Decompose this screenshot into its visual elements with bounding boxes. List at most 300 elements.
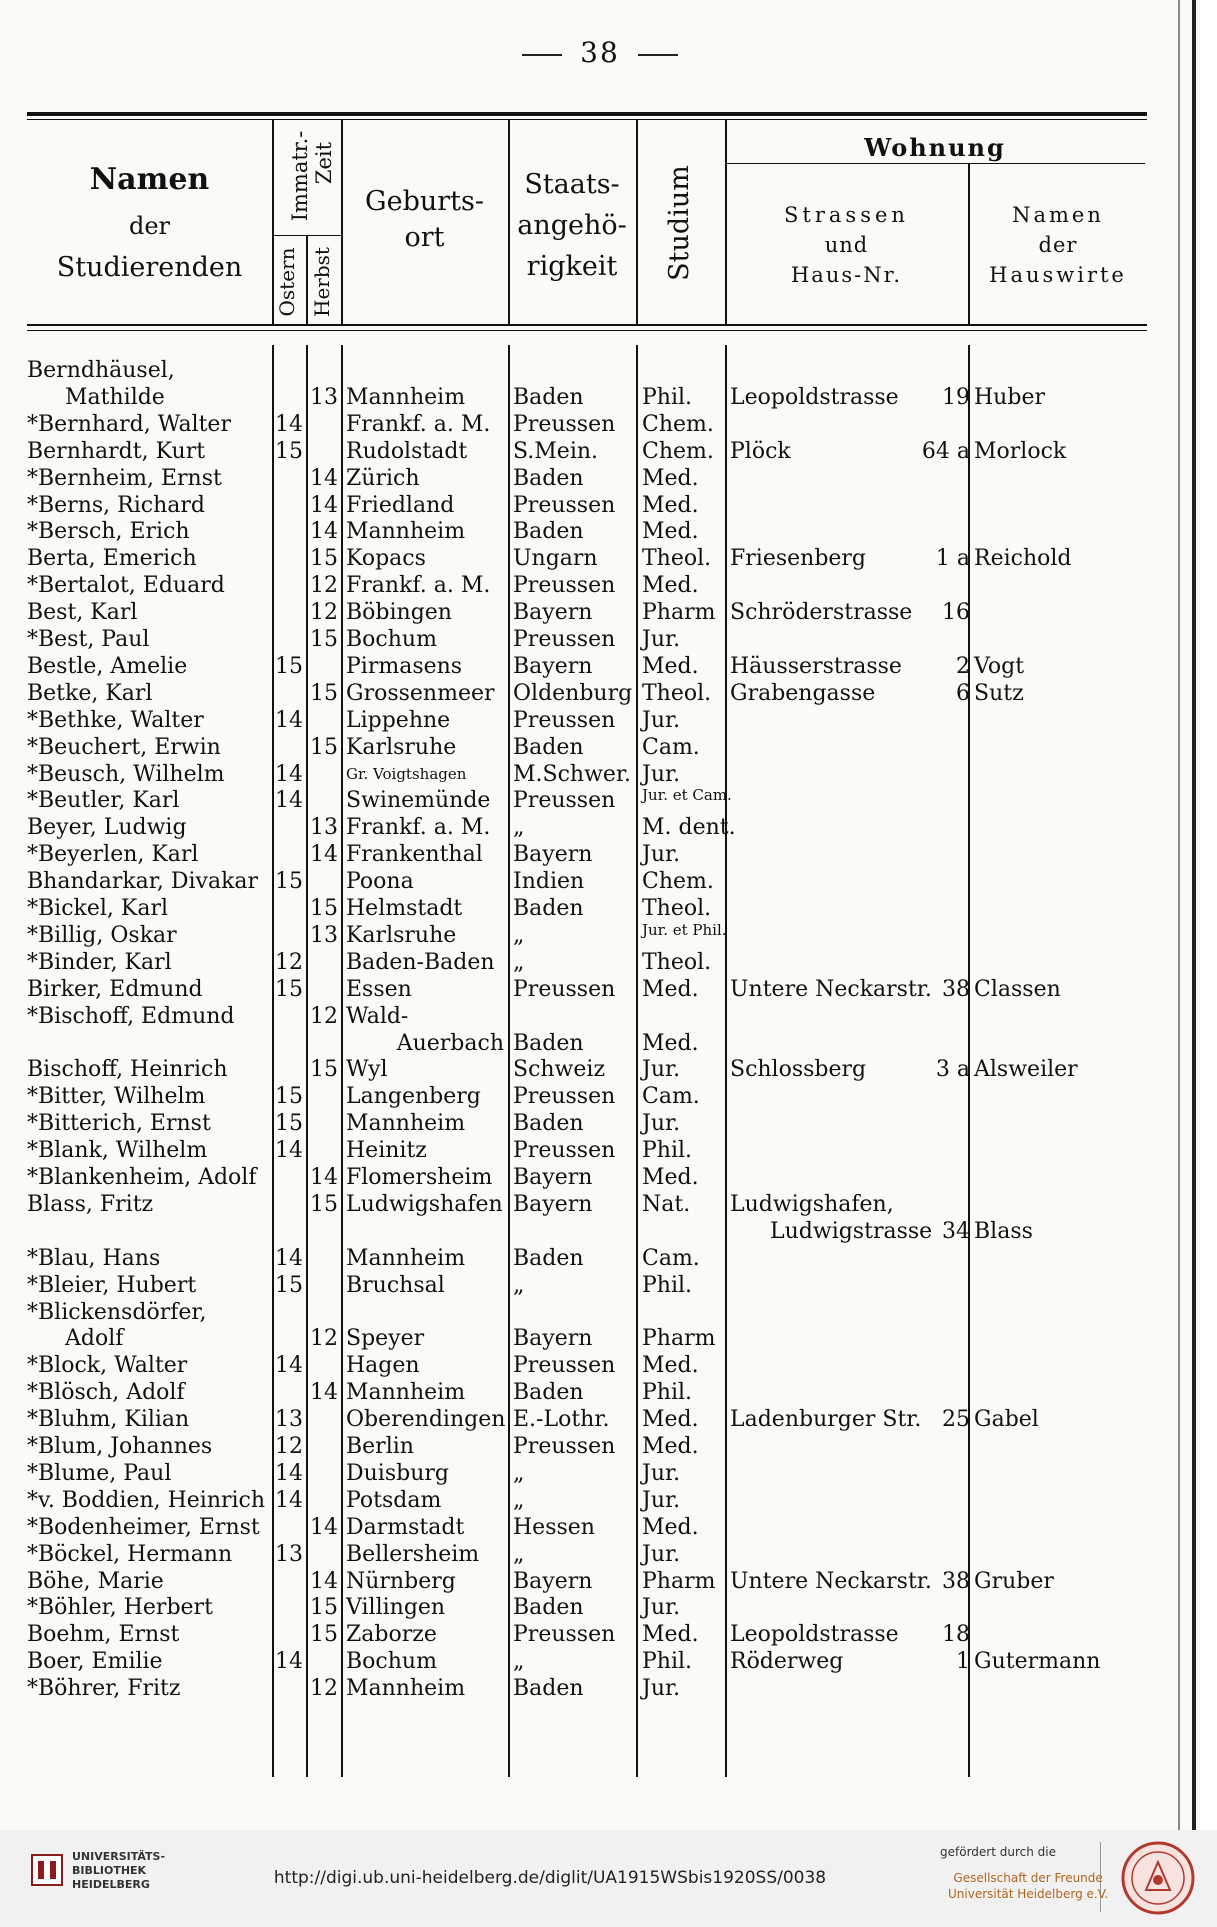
- cell-staat: Bayern: [513, 1326, 593, 1352]
- cell-stud: Phil.: [642, 1272, 693, 1298]
- cell-staat: Baden: [513, 734, 584, 760]
- cell-str: Leopoldstrasse: [730, 1622, 899, 1648]
- table-row: [0, 976, 1200, 1003]
- cell-hnr: 1 a: [935, 546, 970, 572]
- cell-staat: Baden: [513, 465, 584, 491]
- cell-stud: Theol.: [642, 680, 712, 706]
- cell-ost: 12: [275, 1434, 303, 1459]
- cell-staat: „: [513, 949, 525, 975]
- cell-name: Bestle, Amelie: [27, 653, 188, 679]
- cell-ost: 15: [275, 1084, 303, 1110]
- header-strassen-line3: Haus-Nr.: [790, 263, 902, 287]
- table-row: [0, 1648, 1200, 1675]
- cell-stud: M. dent.: [642, 815, 736, 841]
- cell-herb: 12: [310, 600, 338, 626]
- cell-name: *Block, Walter: [27, 1353, 188, 1379]
- cell-ort: Zaborze: [346, 1622, 437, 1648]
- cell-wirt: Vogt: [974, 653, 1025, 679]
- table-row: [0, 707, 1200, 734]
- cell-herb: 14: [310, 492, 338, 518]
- cell-ost: 14: [275, 1138, 303, 1164]
- header-der: der: [128, 212, 171, 240]
- header-zeit: Zeit: [312, 141, 336, 185]
- cell-herb: 13: [310, 384, 338, 410]
- cell-ort: Frankf. a. M.: [346, 573, 491, 599]
- cell-name: *Bernheim, Ernst: [27, 465, 222, 491]
- header-immatr: Immatr.-: [288, 130, 312, 222]
- table-row: [0, 1245, 1200, 1272]
- table-row: [0, 492, 1200, 519]
- sponsor-name[interactable]: [948, 1870, 1108, 1902]
- cell-name: *Bersch, Erich: [27, 519, 190, 545]
- cell-ort: Frankf. a. M.: [346, 411, 491, 437]
- cell-ort: Grossenmeer: [346, 680, 495, 706]
- cell-ort: Auerbach: [396, 1030, 504, 1056]
- cell-name: *Böhler, Herbert: [27, 1595, 213, 1621]
- cell-staat: Baden: [513, 384, 584, 410]
- cell-wirt: Gutermann: [974, 1649, 1101, 1675]
- cell-ort: Bruchsal: [346, 1272, 445, 1298]
- cell-ort: Karlsruhe: [346, 922, 457, 948]
- cell-herb: 12: [310, 1003, 338, 1029]
- cell-name: *Beyerlen, Karl: [27, 842, 199, 868]
- cell-str: Ludwigstrasse: [770, 1218, 933, 1244]
- header-wirte-line2: der: [1038, 233, 1078, 257]
- cell-ort: Flomersheim: [346, 1165, 493, 1190]
- cell-stud: Jur.: [642, 1111, 681, 1137]
- cell-hnr: 6: [956, 680, 970, 706]
- cell-stud: Med.: [642, 1434, 699, 1459]
- cell-name: *Bitter, Wilhelm: [27, 1084, 206, 1110]
- cell-ort: Oberendingen: [346, 1407, 506, 1433]
- cell-ost: 14: [275, 1649, 303, 1675]
- table-row: [0, 1514, 1200, 1541]
- cell-ost: 12: [275, 949, 303, 975]
- header-bottom-rule: [27, 324, 1147, 326]
- cell-stud: Med.: [642, 1407, 699, 1433]
- cell-stud: Med.: [642, 519, 699, 545]
- cell-name: Best, Karl: [27, 600, 138, 626]
- cell-name: *Bodenheimer, Ernst: [27, 1514, 260, 1540]
- cell-staat: Preussen: [513, 1138, 616, 1164]
- cell-ort: Mannheim: [346, 384, 466, 410]
- cell-name: Boer, Emilie: [27, 1649, 163, 1675]
- cell-staat: M.Schwer.: [513, 761, 632, 787]
- cell-name: Berta, Emerich: [27, 546, 197, 572]
- cell-ort: Potsdam: [346, 1487, 442, 1513]
- cell-str: Röderweg: [730, 1649, 844, 1675]
- table-row: [0, 1325, 1200, 1352]
- table-row: [0, 734, 1200, 761]
- cell-staat: Baden: [513, 896, 584, 921]
- table-row: [0, 518, 1200, 545]
- cell-herb: 15: [310, 1622, 338, 1648]
- cell-ort: Bochum: [346, 627, 437, 652]
- cell-ort: Karlsruhe: [346, 734, 457, 760]
- cell-name: Bhandarkar, Divakar: [27, 869, 259, 895]
- table-row: [0, 438, 1200, 465]
- cell-name: *Bernhard, Walter: [27, 411, 231, 437]
- table-row: [0, 1137, 1200, 1164]
- cell-stud: Chem.: [642, 411, 714, 437]
- cell-stud: Med.: [642, 653, 699, 679]
- table-row: [0, 1083, 1200, 1110]
- cell-staat: Bayern: [513, 600, 593, 626]
- cell-hnr: 2: [956, 653, 970, 679]
- cell-stud: Med.: [642, 1353, 699, 1379]
- cell-ost: 13: [275, 1407, 303, 1433]
- cell-herb: 15: [310, 1595, 338, 1621]
- header-wohnung: Wohnung: [864, 133, 1006, 162]
- cell-ost: 15: [275, 653, 303, 679]
- cell-ort: Darmstadt: [346, 1514, 465, 1540]
- table-row: [0, 545, 1200, 572]
- table-row: [0, 1030, 1200, 1057]
- cell-herb: 15: [310, 680, 338, 706]
- cell-stud: Pharm: [642, 1568, 716, 1594]
- cell-staat: Preussen: [513, 788, 616, 814]
- cell-staat: Baden: [513, 1245, 584, 1271]
- header-geburtsort: [341, 184, 508, 256]
- cell-staat: Baden: [513, 519, 584, 545]
- cell-ort: Mannheim: [346, 519, 466, 545]
- table-row: [0, 1379, 1200, 1406]
- table-row: [0, 411, 1200, 438]
- header-wirte-line3: Hauswirte: [989, 263, 1127, 287]
- cell-ost: 15: [275, 438, 303, 464]
- table-row: [0, 841, 1200, 868]
- cell-name: Berndhäusel,: [27, 358, 175, 383]
- cell-stud: Med.: [642, 492, 699, 518]
- cell-name: Beyer, Ludwig: [27, 815, 187, 841]
- cell-herb: 14: [310, 1568, 338, 1594]
- table-row: [0, 1433, 1200, 1460]
- cell-name: *Blankenheim, Adolf: [27, 1165, 257, 1190]
- cell-stud: Jur.: [642, 1595, 681, 1621]
- cell-ort: Pirmasens: [346, 653, 463, 679]
- cell-staat: Preussen: [513, 627, 616, 652]
- cell-ost: 15: [275, 1111, 303, 1137]
- cell-name: Mathilde: [65, 384, 165, 410]
- cell-hnr: 16: [942, 600, 970, 626]
- cell-staat: Indien: [513, 869, 585, 895]
- header-staatsangehoerigkeit: [508, 164, 636, 287]
- cell-ort: Bochum: [346, 1649, 437, 1675]
- cell-herb: 14: [310, 1380, 338, 1406]
- cell-staat: Preussen: [513, 573, 616, 599]
- cell-ost: 15: [275, 869, 303, 895]
- table-row: [0, 949, 1200, 976]
- cell-herb: 14: [310, 465, 338, 491]
- cell-str: Untere Neckarstr.: [730, 1568, 932, 1594]
- cell-ort: Nürnberg: [346, 1568, 456, 1594]
- cell-ort: Mannheim: [346, 1111, 466, 1137]
- cell-str: Schlossberg: [730, 1057, 867, 1083]
- table-row: [0, 1218, 1200, 1245]
- cell-ort: Frankenthal: [346, 842, 483, 868]
- cell-stud: Med.: [642, 1514, 699, 1540]
- cell-stud: Pharm: [642, 1326, 716, 1352]
- cell-stud: Cam.: [642, 1084, 700, 1110]
- cell-stud: Jur.: [642, 627, 681, 652]
- cell-ort: Helmstadt: [346, 896, 463, 921]
- cell-name: *Berns, Richard: [27, 492, 205, 518]
- cell-herb: 13: [310, 815, 338, 841]
- cell-staat: Preussen: [513, 1084, 616, 1110]
- cell-ort: Kopacs: [346, 546, 426, 572]
- cell-name: *Blösch, Adolf: [27, 1380, 185, 1406]
- cell-stud: Phil.: [642, 1380, 693, 1406]
- cell-staat: Bayern: [513, 1568, 593, 1594]
- cell-staat: Bayern: [513, 653, 593, 679]
- university-seal-icon: [1120, 1840, 1196, 1916]
- table-row: [0, 895, 1200, 922]
- cell-hnr: 1: [956, 1649, 970, 1675]
- cell-str: Ludwigshafen,: [730, 1191, 894, 1217]
- ub-logo-icon: [30, 1853, 64, 1887]
- cell-str: Untere Neckarstr.: [730, 976, 932, 1002]
- table-row: [0, 599, 1200, 626]
- page-number-dash-left: [522, 54, 562, 56]
- header-geburts-line2: ort: [404, 222, 445, 253]
- cell-name: Betke, Karl: [27, 680, 153, 706]
- cell-stud: Jur.: [642, 707, 681, 733]
- table-row: [0, 1056, 1200, 1083]
- cell-name: *Blume, Paul: [27, 1460, 172, 1486]
- cell-herb: 15: [310, 896, 338, 921]
- table-row: [0, 465, 1200, 492]
- cell-name: *Blau, Hans: [27, 1245, 161, 1271]
- cell-ost: 14: [275, 1245, 303, 1271]
- cell-stud: Jur.: [642, 1541, 681, 1567]
- cell-staat: S.Mein.: [513, 438, 599, 464]
- header-strassen-line1: Strassen: [784, 203, 909, 227]
- table-row: [0, 1110, 1200, 1137]
- cell-name: *Billig, Oskar: [27, 922, 177, 948]
- header-herbst: Herbst: [310, 247, 334, 317]
- cell-herb: 15: [310, 1191, 338, 1217]
- page-number: [0, 36, 1200, 69]
- cell-ort: Essen: [346, 976, 412, 1002]
- cell-wirt: Reichold: [974, 546, 1072, 572]
- cell-ost: 14: [275, 707, 303, 733]
- table-row: [0, 1191, 1200, 1218]
- cell-name: *Bickel, Karl: [27, 896, 169, 921]
- cell-stud: Theol.: [642, 896, 712, 921]
- cell-ort: Wald-: [346, 1003, 409, 1029]
- cell-herb: 14: [310, 1514, 338, 1540]
- cell-name: *v. Boddien, Heinrich: [27, 1487, 266, 1513]
- table-row: [0, 1003, 1200, 1030]
- header-bottom-rule-thin: [27, 330, 1147, 331]
- cell-ort: Speyer: [346, 1326, 425, 1352]
- cell-name: Böhe, Marie: [27, 1568, 164, 1594]
- cell-hnr: 25: [942, 1407, 970, 1433]
- cell-ort: Friedland: [346, 492, 455, 518]
- cell-staat: Preussen: [513, 1622, 616, 1648]
- table-row: [0, 572, 1200, 599]
- table-row: [0, 1621, 1200, 1648]
- cell-hnr: 38: [942, 1568, 970, 1594]
- cell-wirt: Alsweiler: [974, 1057, 1078, 1083]
- table-row: [0, 1487, 1200, 1514]
- cell-ort: Mannheim: [346, 1380, 466, 1406]
- cell-ort: Duisburg: [346, 1460, 449, 1486]
- funded-by-text: gefördert durch die: [940, 1845, 1056, 1859]
- cell-name: *Böhrer, Fritz: [27, 1676, 181, 1702]
- header-wirte-line1: Namen: [1012, 203, 1104, 227]
- cell-herb: 14: [310, 1165, 338, 1190]
- cell-herb: 12: [310, 1676, 338, 1702]
- header-col-line-1: [272, 120, 274, 324]
- ub-name: [72, 1850, 165, 1892]
- cell-stud: Med.: [642, 1030, 699, 1056]
- cell-stud: Med.: [642, 1622, 699, 1648]
- header-staats-line2: angehö-: [517, 210, 627, 241]
- cell-name: *Blum, Johannes: [27, 1434, 213, 1459]
- cell-str: Leopoldstrasse: [730, 384, 899, 410]
- cell-ost: 14: [275, 1353, 303, 1379]
- cell-herb: 15: [310, 734, 338, 760]
- cell-staat: Baden: [513, 1676, 584, 1702]
- cell-staat: Schweiz: [513, 1057, 606, 1083]
- permalink-url[interactable]: http://digi.ub.uni-heidelberg.de/diglit/UA1915WSbis1920SS/0038: [273, 1868, 827, 1888]
- cell-staat: „: [513, 1541, 525, 1567]
- cell-stud: Med.: [642, 573, 699, 599]
- cell-name: Birker, Edmund: [27, 976, 203, 1002]
- cell-stud: Jur.: [642, 1460, 681, 1486]
- cell-wirt: Classen: [974, 976, 1061, 1002]
- table-row: [0, 761, 1200, 788]
- cell-staat: Baden: [513, 1111, 584, 1137]
- cell-stud: Chem.: [642, 869, 714, 895]
- table-row: [0, 1568, 1200, 1595]
- ub-name-line2: BIBLIOTHEK: [72, 1864, 147, 1877]
- cell-herb: 14: [310, 519, 338, 545]
- cell-stud: Jur.: [642, 1487, 681, 1513]
- table-row: [0, 868, 1200, 895]
- cell-herb: 12: [310, 1326, 338, 1352]
- cell-stud: Phil.: [642, 1138, 693, 1164]
- cell-staat: „: [513, 1272, 525, 1298]
- cell-name: *Böckel, Hermann: [27, 1541, 233, 1567]
- table-row: [0, 626, 1200, 653]
- cell-stud: Jur. et Cam.: [642, 786, 732, 805]
- header-col-line-2: [306, 235, 308, 324]
- cell-stud: Phil.: [642, 384, 693, 410]
- cell-staat: Hessen: [513, 1514, 595, 1540]
- cell-stud: Theol.: [642, 949, 712, 975]
- cell-str: Häusserstrasse: [730, 653, 902, 679]
- header-col-line-5: [636, 120, 638, 324]
- cell-wirt: Blass: [974, 1218, 1033, 1244]
- cell-name: *Best, Paul: [27, 627, 150, 652]
- cell-staat: E.-Lothr.: [513, 1407, 610, 1433]
- cell-ort: Gr. Voigtshagen: [346, 764, 467, 783]
- cell-name: Blass, Fritz: [27, 1191, 154, 1217]
- cell-wirt: Huber: [974, 384, 1045, 410]
- cell-staat: Baden: [513, 1380, 584, 1406]
- cell-stud: Med.: [642, 465, 699, 491]
- cell-herb: 15: [310, 627, 338, 652]
- table-row: [0, 384, 1200, 411]
- table-row: [0, 1164, 1200, 1191]
- viewer-footer: [0, 1830, 1217, 1927]
- table-row: [0, 922, 1200, 949]
- cell-stud: Jur.: [642, 1676, 681, 1702]
- cell-stud: Phil.: [642, 1649, 693, 1675]
- cell-name: *Bethke, Walter: [27, 707, 204, 733]
- cell-stud: Med.: [642, 1165, 699, 1190]
- cell-stud: Cam.: [642, 1245, 700, 1271]
- cell-stud: Theol.: [642, 546, 712, 572]
- cell-stud: Med.: [642, 976, 699, 1002]
- wohnung-divider: [725, 163, 1145, 164]
- cell-staat: Baden: [513, 1030, 584, 1056]
- cell-name: Bischoff, Heinrich: [27, 1057, 228, 1083]
- cell-name: Adolf: [65, 1326, 124, 1352]
- cell-herb: 12: [310, 573, 338, 599]
- cell-ost: 14: [275, 761, 303, 787]
- cell-name: *Bischoff, Edmund: [27, 1003, 235, 1029]
- table-row: [0, 653, 1200, 680]
- sponsor-line2: Universität Heidelberg e.V.: [948, 1887, 1109, 1901]
- table-row: [0, 814, 1200, 841]
- cell-staat: Bayern: [513, 842, 593, 868]
- cell-ort: Baden-Baden: [346, 949, 495, 975]
- cell-ort: Mannheim: [346, 1676, 466, 1702]
- table-row: [0, 1352, 1200, 1379]
- cell-name: Bernhardt, Kurt: [27, 438, 206, 464]
- header-top-rule-thin: [27, 119, 1147, 120]
- cell-str: Ladenburger Str.: [730, 1407, 922, 1433]
- cell-hnr: 19: [942, 384, 970, 410]
- cell-name: *Blickensdörfer,: [27, 1299, 207, 1325]
- cell-name: *Beutler, Karl: [27, 788, 180, 814]
- cell-ost: 15: [275, 976, 303, 1002]
- cell-hnr: 3 a: [935, 1057, 970, 1083]
- cell-name: *Beusch, Wilhelm: [27, 761, 225, 787]
- cell-ort: Poona: [346, 869, 414, 895]
- cell-stud: Jur.: [642, 761, 681, 787]
- cell-herb: 13: [310, 922, 338, 948]
- cell-ort: Wyl: [346, 1057, 388, 1083]
- cell-wirt: Morlock: [974, 438, 1067, 464]
- cell-name: *Beuchert, Erwin: [27, 734, 221, 760]
- cell-staat: „: [513, 922, 525, 948]
- cell-stud: Pharm: [642, 600, 716, 626]
- header-geburts-line1: Geburts-: [365, 186, 484, 217]
- sponsor-line1: Gesellschaft der Freunde: [953, 1871, 1103, 1885]
- cell-name: *Bluhm, Kilian: [27, 1407, 190, 1433]
- cell-staat: „: [513, 1487, 525, 1513]
- cell-ort: Villingen: [346, 1595, 446, 1621]
- table-row: [0, 1594, 1200, 1621]
- page-number-text: 38: [580, 36, 620, 69]
- cell-staat: Baden: [513, 1595, 584, 1621]
- cell-staat: Ungarn: [513, 546, 598, 572]
- cell-str: Friesenberg: [730, 546, 867, 572]
- ub-name-line1: UNIVERSITÄTS-: [72, 1850, 166, 1863]
- cell-wirt: Gruber: [974, 1568, 1054, 1594]
- cell-wirt: Sutz: [974, 680, 1024, 706]
- cell-staat: Bayern: [513, 1165, 593, 1190]
- cell-wirt: Gabel: [974, 1407, 1039, 1433]
- table-row: [0, 1299, 1200, 1326]
- cell-staat: „: [513, 1649, 525, 1675]
- cell-name: *Bitterich, Ernst: [27, 1111, 211, 1137]
- table-row: [0, 357, 1200, 384]
